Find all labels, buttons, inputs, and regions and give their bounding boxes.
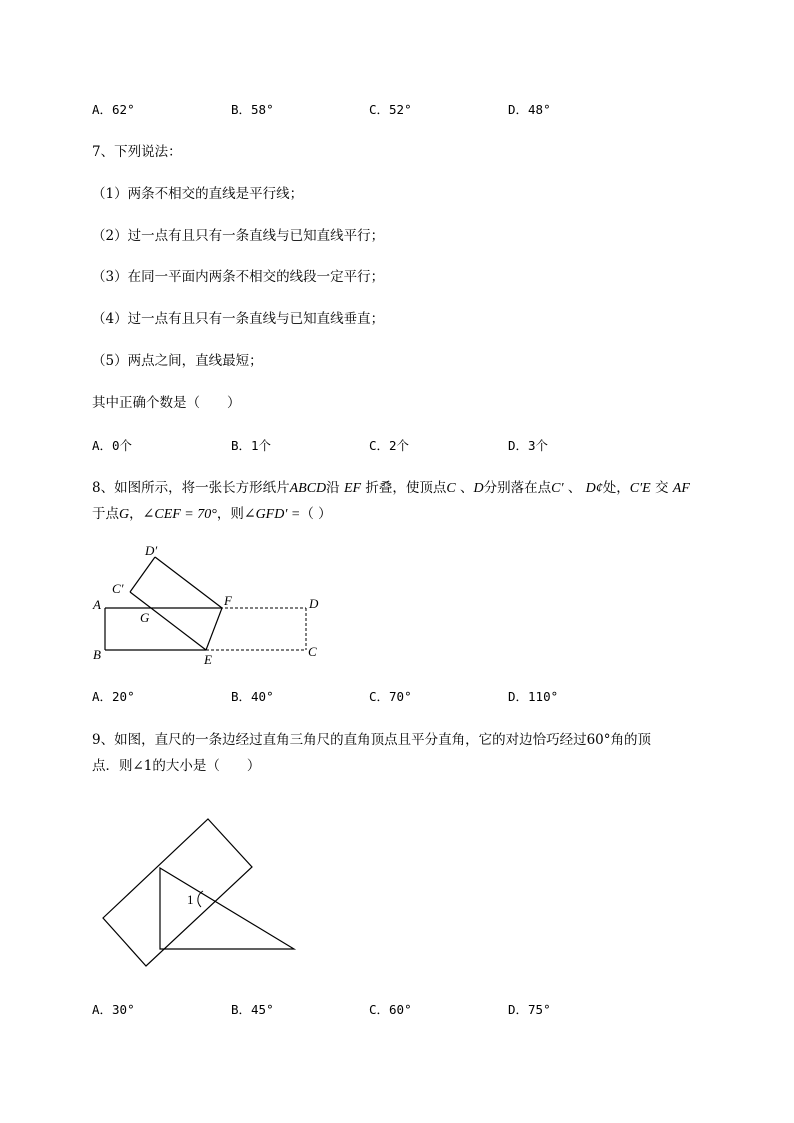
- q9-stem-line-1: 9、如图，直尺的一条边经过直角三角尺的直角顶点且平分直角，它的对边恰巧经过60°角的顶: [92, 732, 652, 748]
- q8-math: ABCD: [289, 481, 327, 496]
- q6-option-d[interactable]: D．48°: [508, 102, 551, 117]
- q8-text: 处，: [602, 480, 630, 496]
- q8-option-a[interactable]: A．20°: [92, 689, 135, 704]
- q8-text: 于点: [92, 506, 119, 522]
- q9-option-a[interactable]: A．30°: [92, 1002, 135, 1017]
- q8-option-b[interactable]: B．40°: [231, 689, 274, 704]
- q8-label-g: G: [140, 610, 150, 625]
- q8-label-d: D: [309, 596, 319, 611]
- q9-triangle: [160, 868, 294, 949]
- q8-label-e: E: [204, 652, 212, 667]
- q9-option-d[interactable]: D．75°: [508, 1002, 551, 1017]
- q8-math: C′E: [629, 481, 651, 496]
- q8-text: 沿: [326, 480, 340, 496]
- q8-label-c-prime: C′: [112, 581, 124, 596]
- q7-option-c[interactable]: C．2个: [369, 438, 410, 453]
- q7-statement-4: （4）过一点有且只有一条直线与已知直线垂直；: [92, 311, 385, 327]
- q8-text: ，: [129, 506, 143, 522]
- q8-label-c: C: [308, 644, 317, 659]
- q8-math: D: [473, 481, 484, 496]
- q8-text: ，则: [216, 506, 244, 522]
- q8-label-b: B: [93, 647, 101, 662]
- q8-text: 折叠，使顶点: [365, 480, 447, 496]
- q8-math: C: [446, 481, 456, 496]
- q8-math: ∠CEF = 70°: [142, 507, 217, 522]
- q9-option-b[interactable]: B．45°: [231, 1002, 274, 1017]
- q7-stem: 7、下列说法：: [92, 144, 182, 160]
- q8-text: 8、如图所示，将一张长方形纸片: [92, 480, 290, 496]
- q8-math: ∠GFD′ =: [243, 507, 301, 522]
- q9-option-c[interactable]: C．60°: [369, 1002, 412, 1017]
- q8-math: G: [119, 507, 130, 522]
- q7-option-a[interactable]: A．0个: [92, 438, 133, 453]
- q8-math: EF: [343, 481, 362, 496]
- q7-statement-3: （3）在同一平面内两条不相交的线段一定平行；: [92, 269, 385, 285]
- q7-option-b[interactable]: B．1个: [231, 438, 272, 453]
- q8-math: AF: [672, 481, 690, 496]
- q8-text: 分别落在点: [483, 480, 552, 496]
- q7-statement-2: （2）过一点有且只有一条直线与已知直线平行；: [92, 228, 385, 244]
- q8-math: C′: [551, 481, 564, 496]
- q8-math: D¢: [585, 481, 603, 496]
- q9-stem-line-2: 点．则∠1的大小是（ ）: [92, 758, 261, 774]
- q8-text: 交: [655, 480, 669, 496]
- q6-option-a[interactable]: A．62°: [92, 102, 135, 117]
- q8-option-c[interactable]: C．70°: [369, 689, 412, 704]
- q8-text: 、: [567, 480, 582, 496]
- q6-option-b[interactable]: B．58°: [231, 102, 274, 117]
- q9-ruler: [103, 819, 252, 966]
- q7-statement-5: （5）两点之间，直线最短；: [92, 353, 263, 369]
- q9-angle-label: 1: [187, 892, 194, 907]
- q6-option-c[interactable]: C．52°: [369, 102, 412, 117]
- q7-question: 其中正确个数是（ ）: [92, 395, 241, 411]
- q7-statement-1: （1）两条不相交的直线是平行线；: [92, 186, 304, 202]
- q7-option-d[interactable]: D．3个: [508, 438, 549, 453]
- q8-option-d[interactable]: D．110°: [508, 689, 559, 704]
- q8-label-a: A: [93, 597, 101, 612]
- q8-label-d-prime: D′: [145, 543, 158, 558]
- q8-text: （ ）: [300, 506, 332, 522]
- q8-text: 、: [460, 480, 474, 496]
- q8-label-f: F: [224, 593, 232, 608]
